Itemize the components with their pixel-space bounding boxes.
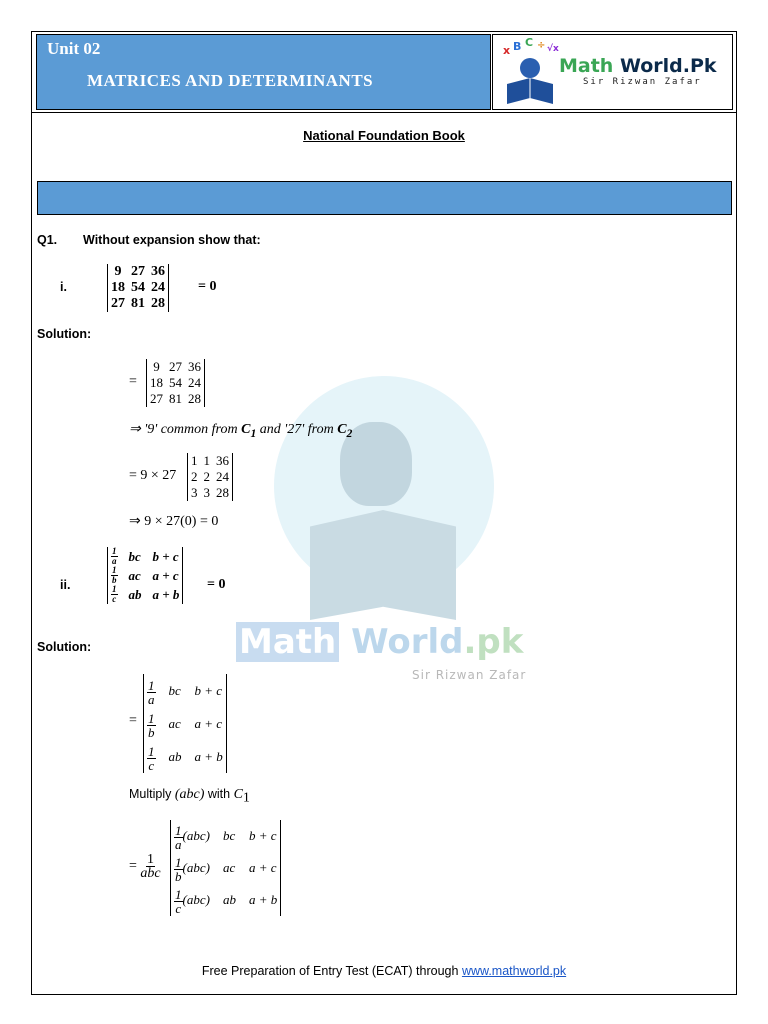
det-cell: 9 (114, 264, 122, 279)
det-cell: ab (128, 586, 142, 602)
det-cell: $\frac{1}{b}$ (148, 710, 155, 740)
equals-sign: = (129, 374, 137, 389)
watermark-subtitle: Sir Rizwan Zafar (412, 668, 527, 682)
part-i-label: i. (60, 280, 67, 294)
det-cell: 3 (191, 485, 198, 500)
det-cell: ac (128, 567, 141, 583)
det-cell: $\frac{1}{c}$ (148, 743, 155, 773)
watermark-book-icon (310, 510, 456, 620)
equals-zero-ii: = 0 (207, 577, 226, 592)
determinant-solution-ii-1 (143, 674, 227, 773)
det-cell: 36 (188, 359, 201, 374)
determinant-ii (107, 547, 183, 604)
det-cell: bc (168, 682, 181, 698)
det-cell: 18 (111, 280, 125, 295)
question-text: Without expansion show that: (83, 233, 261, 247)
det-cell: 54 (131, 280, 145, 295)
det-cell: 24 (151, 280, 165, 295)
unit-header (36, 34, 491, 110)
footer-link[interactable]: www.mathworld.pk (461, 964, 567, 978)
det-cell: 81 (131, 296, 145, 311)
svg-text:÷: ÷ (537, 40, 546, 51)
equals-zero: = 0 (198, 279, 217, 294)
det-cell: 2 (203, 469, 210, 484)
det-cell: 1 (203, 453, 210, 468)
det-cell: 28 (216, 485, 229, 500)
book-title: National Foundation Book (303, 128, 465, 143)
logo-subtitle: Sir Rizwan Zafar (583, 77, 702, 87)
det-cell: 18 (150, 375, 163, 390)
solution-label: Solution: (37, 327, 92, 341)
det-cell: 27 (131, 264, 145, 279)
det-cell: a + c (194, 715, 223, 731)
det-cell: $\frac{1}{b}$ (112, 565, 117, 585)
reading-boy-logo-icon (499, 38, 561, 108)
det-cell: 27 (150, 391, 163, 406)
det-cell: 54 (169, 375, 182, 390)
det-cell: a + b (248, 892, 278, 907)
result-line: ⇒ 9 × 27(0) = 0 (129, 514, 219, 529)
determinant-solution-ii-2 (170, 820, 281, 916)
svg-text:x: x (503, 44, 511, 57)
det-cell: 36 (216, 453, 229, 468)
svg-text:C: C (525, 38, 534, 49)
header-separator (32, 112, 736, 113)
det-cell: a + c (152, 567, 179, 583)
section-band (37, 181, 732, 215)
det-cell: ac (168, 715, 181, 731)
determinant-i (107, 264, 169, 312)
det-cell: a + b (194, 748, 223, 764)
unit-title: MATRICES AND DETERMINANTS (87, 71, 374, 90)
det-cell: $\frac{1}{a}$ (112, 546, 117, 566)
det-cell: 3 (203, 485, 210, 500)
det-cell: 36 (151, 264, 165, 279)
unit-label: Unit 02 (47, 39, 101, 58)
det-cell: $\frac{1}{c}$ (abc) (175, 886, 210, 916)
det-cell: 28 (188, 391, 201, 406)
det-cell: 81 (169, 391, 182, 406)
det-cell: ac (222, 860, 236, 875)
det-cell: 28 (151, 296, 165, 311)
svg-text:B: B (513, 40, 522, 53)
det-cell: 24 (216, 469, 229, 484)
det-cell: $\frac{1}{b}$ (abc) (175, 854, 210, 884)
part-ii-label: ii. (60, 578, 71, 592)
svg-text:√x: √x (547, 44, 559, 54)
outer-fraction: = $\frac{1}{\text{abc}}$ (129, 852, 161, 881)
factor-expression: = 9 × 27 (129, 468, 177, 483)
det-cell: a + b (152, 586, 180, 602)
det-cell: bc (222, 828, 236, 843)
question-label: Q1. (37, 233, 58, 247)
det-cell: a + c (248, 860, 277, 875)
det-cell: b + c (194, 682, 223, 698)
det-cell: 9 (153, 359, 160, 374)
step-common-factor: ⇒ '9' common from $C_1$ and '27' from $C_2$ (129, 422, 353, 440)
det-cell: $\frac{1}{c}$ (112, 584, 117, 604)
watermark-logo-text: Math World.pk (236, 622, 523, 662)
footer-text: Free Preparation of Entry Test (ECAT) through (201, 964, 462, 978)
det-cell: $\frac{1}{a}$ (148, 677, 155, 707)
determinant-solution-1 (146, 359, 205, 407)
det-cell: 24 (188, 375, 201, 390)
determinant-solution-2 (187, 453, 233, 501)
det-cell: ab (168, 748, 182, 764)
det-cell: 27 (111, 296, 125, 311)
det-cell: bc (128, 548, 141, 564)
det-cell: 27 (169, 359, 182, 374)
solution-label-ii: Solution: (37, 640, 92, 654)
logo-name: Math World.Pk (559, 55, 717, 77)
det-cell: $\frac{1}{a}$ (abc) (175, 822, 210, 852)
multiply-step: Multiply (abc) with $C_1$ (129, 787, 250, 806)
det-cell: b + c (152, 548, 179, 564)
det-cell: 1 (191, 453, 198, 468)
det-cell: ab (222, 892, 236, 907)
det-cell: b + c (248, 828, 277, 843)
logo-box (492, 34, 733, 110)
equals-sign: = (129, 713, 137, 728)
det-cell: 2 (191, 469, 198, 484)
footer (0, 964, 768, 978)
